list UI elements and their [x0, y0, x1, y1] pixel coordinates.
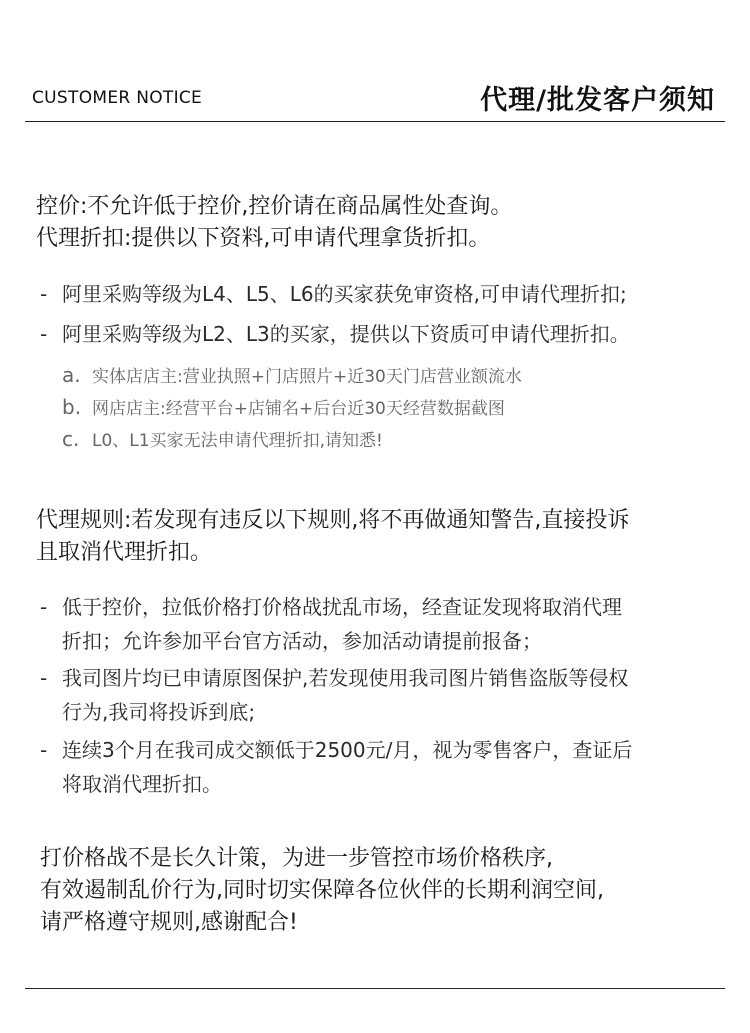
- rules-line: 且取消代理折扣。: [36, 540, 213, 565]
- footer-divider: [25, 988, 725, 989]
- sub-item: [62, 392, 505, 425]
- dash-bullet: -: [40, 738, 48, 762]
- sub-item: [62, 424, 383, 457]
- english-title: CUSTOMER NOTICE: [32, 88, 203, 108]
- rules-line: 代理规则:若发现有违反以下规则,将不再做通知警告,直接投诉: [36, 508, 630, 533]
- dash-bullet: -: [40, 666, 48, 690]
- rule-item-text: 行为,我司将投诉到底;: [62, 700, 256, 724]
- sub-item-letter: a.: [62, 363, 81, 387]
- price-control-line: 控价:不允许低于控价,控价请在商品属性处查询。: [36, 194, 513, 219]
- rule-item-text: 折扣；允许参加平台官方活动，参加活动请提前报备；: [62, 629, 542, 653]
- sub-item-text: L0、L1买家无法申请代理折扣,请知悉!: [92, 431, 383, 451]
- sub-item-text: 实体店店主:营业执照+门店照片+近30天门店营业额流水: [92, 367, 522, 387]
- sub-item: [62, 360, 522, 393]
- discount-item: [40, 317, 630, 351]
- discount-item: [40, 277, 627, 311]
- closing-line: 有效遏制乱价行为,同时切实保障各位伙伴的长期利润空间,: [40, 878, 604, 903]
- dash-bullet: -: [40, 322, 48, 346]
- dash-bullet: -: [40, 282, 48, 306]
- rule-item: [40, 661, 628, 729]
- chinese-title: 代理/批发客户须知: [480, 85, 715, 116]
- closing-line: 打价格战不是长久计策，为进一步管控市场价格秩序,: [40, 846, 553, 871]
- sub-item-text: 网店店主:经营平台+店铺名+后台近30天经营数据截图: [92, 399, 505, 419]
- rules-paragraph: [36, 505, 629, 569]
- rule-item-text: 低于控价，拉低价格打价格战扰乱市场，经查证发现将取消代理: [62, 595, 622, 619]
- rule-item: [40, 590, 622, 658]
- intro-paragraph: [36, 191, 512, 255]
- rule-item-text: 我司图片均已申请原图保护,若发现使用我司图片销售盗版等侵权: [62, 666, 629, 690]
- dash-bullet: -: [40, 595, 48, 619]
- discount-item-text: 阿里采购等级为L2、L3的买家，提供以下资质可申请代理折扣。: [62, 322, 630, 346]
- sub-item-letter: b.: [62, 395, 82, 419]
- rule-item-text: 连续3个月在我司成交额低于2500元/月，视为零售客户，查证后: [62, 738, 633, 762]
- agent-discount-line: 代理折扣:提供以下资料,可申请代理拿货折扣。: [36, 226, 491, 251]
- sub-item-letter: c.: [62, 427, 80, 451]
- rule-item: [40, 733, 632, 801]
- notice-header: [25, 72, 725, 122]
- rule-item-text: 将取消代理折扣。: [62, 772, 222, 796]
- discount-item-text: 阿里采购等级为L4、L5、L6的买家获免审资格,可申请代理折扣;: [62, 282, 627, 306]
- closing-line: 请严格遵守规则,感谢配合!: [40, 910, 298, 935]
- closing-paragraph: [40, 843, 604, 939]
